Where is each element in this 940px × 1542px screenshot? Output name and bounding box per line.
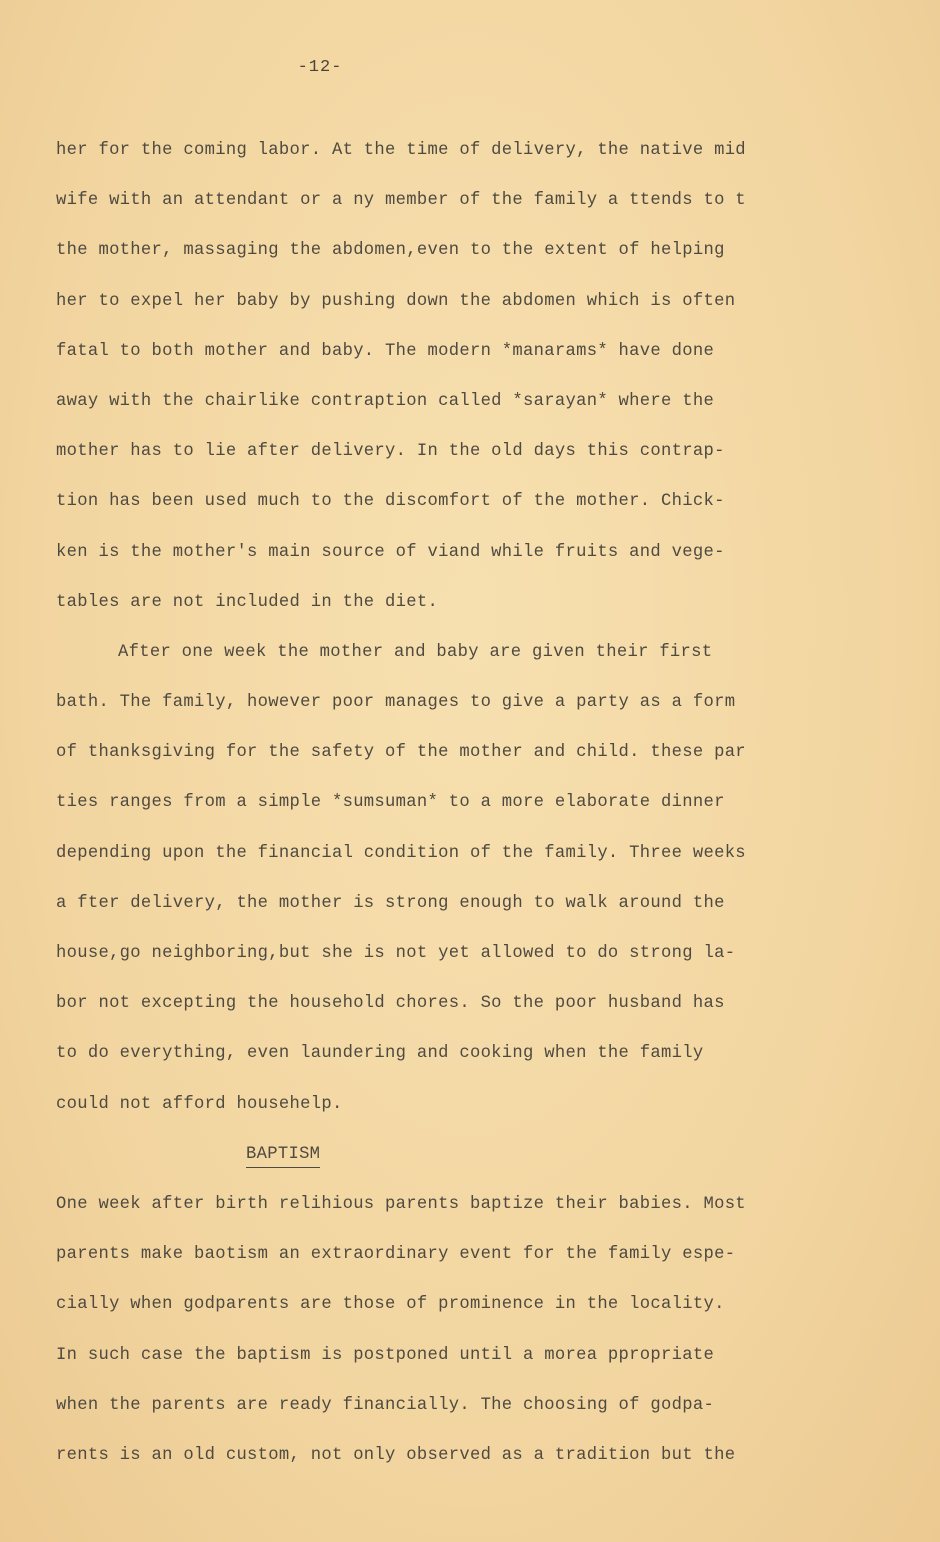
text-line: In such case the baptism is postponed until a morea ppropriate [56, 1345, 715, 1365]
text-line: tion has been used much to the discomfort of the mother. Chick- [56, 492, 725, 512]
text-line: when the parents are ready financially. The choosing of godpa- [56, 1395, 715, 1415]
text-line: a fter delivery, the mother is strong enough to walk around the [56, 893, 725, 913]
text-line: fatal to both mother and baby. The modern *manarams* have done [56, 341, 715, 361]
text-line: tables are not included in the diet. [56, 592, 439, 612]
text-line: parents make baotism an extraordinary event for the family espe- [56, 1245, 736, 1265]
body-text [56, 126, 886, 1481]
text-line: could not afford househelp. [56, 1094, 343, 1114]
text-line: wife with an attendant or a ny member of the family a ttends to t [56, 191, 746, 211]
text-line: rents is an old custom, not only observed as a tradition but the [56, 1445, 736, 1465]
text-line: bath. The family, however poor manages to give a party as a form [56, 693, 736, 713]
text-line: ties ranges from a simple *sumsuman* to a more elaborate dinner [56, 793, 725, 813]
paragraph-start-line: After one week the mother and baby are given their first [118, 642, 713, 662]
text-line: bor not excepting the household chores. So the poor husband has [56, 994, 725, 1014]
text-line: her to expel her baby by pushing down the abdomen which is often [56, 291, 736, 311]
page-number: -12- [297, 58, 343, 77]
text-line: house,go neighboring,but she is not yet allowed to do strong la- [56, 944, 736, 963]
text-line: ken is the mother's main source of viand while fruits and vege- [56, 542, 725, 562]
text-line: her for the coming labor. At the time of delivery, the native mid [56, 141, 746, 160]
text-line: the mother, massaging the abdomen,even to the extent of helping [56, 241, 725, 261]
text-line: depending upon the financial condition of the family. Three weeks [56, 843, 746, 863]
section-heading-line [56, 1130, 886, 1180]
text-line: mother has to lie after delivery. In the old days this contrap- [56, 442, 725, 462]
section-heading: BAPTISM [246, 1144, 320, 1168]
text-line: One week after birth relihious parents baptize their babies. Most [56, 1194, 746, 1214]
text-line: away with the chairlike contraption called *sarayan* where the [56, 391, 715, 411]
text-line: of thanksgiving for the safety of the mother and child. these par [56, 743, 746, 763]
text-line: cially when godparents are those of prominence in the locality. [56, 1295, 725, 1315]
text-line: to do everything, even laundering and cooking when the family [56, 1044, 704, 1064]
